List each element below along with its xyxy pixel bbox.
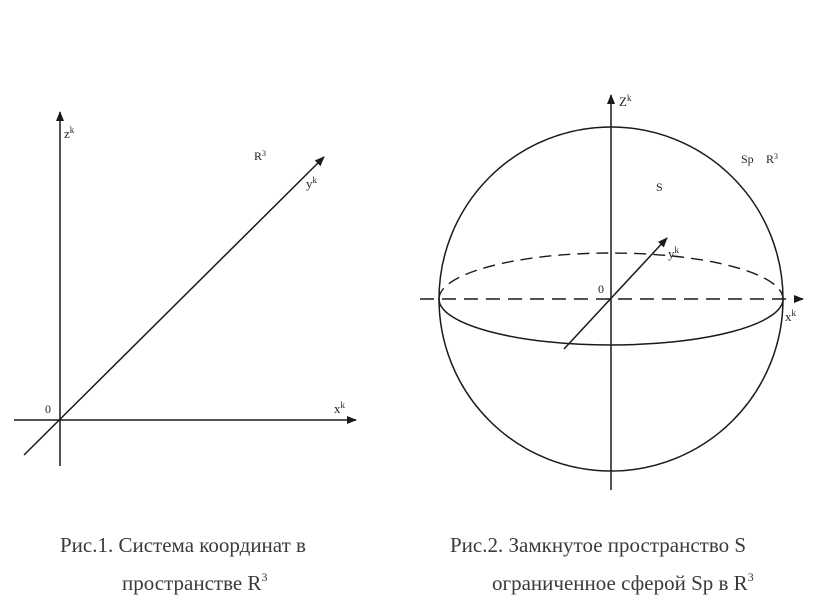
fig1-origin-label: 0 [45, 402, 51, 416]
fig2-caption-sup: 3 [747, 570, 754, 584]
fig2-region-label: S [656, 180, 663, 194]
figure-1 [14, 112, 356, 466]
fig1-y-axis [24, 157, 324, 455]
fig1-space-label: $R^3$ [254, 149, 267, 163]
fig2-y-axis [564, 238, 667, 349]
fig1-caption-sup: 3 [261, 570, 268, 584]
fig1-z-label: $z^k$ [64, 125, 75, 141]
fig1-x-label: $x^k$ [334, 400, 345, 416]
fig2-origin-label: 0 [598, 282, 604, 296]
fig1-caption-line1: Рис.1. Система координат в [60, 533, 306, 557]
fig2-y-label: $y^k$ [668, 245, 679, 261]
fig2-z-label: $Z^k$ [619, 93, 632, 109]
fig2-caption-line2: ограниченное сферой Sp в $R^3$ [492, 570, 754, 595]
figure-2 [420, 93, 803, 490]
fig1-caption-line2: пространстве $R^3$ [122, 570, 268, 595]
fig2-caption-line1: Рис.2. Замкнутое пространство S [450, 533, 747, 557]
fig1-y-label: $y^k$ [306, 175, 317, 191]
fig2-space-label: $R^3$ [766, 152, 779, 166]
fig2-x-label: $x^k$ [785, 308, 796, 324]
fig2-sphere-label: Sp [741, 152, 754, 166]
